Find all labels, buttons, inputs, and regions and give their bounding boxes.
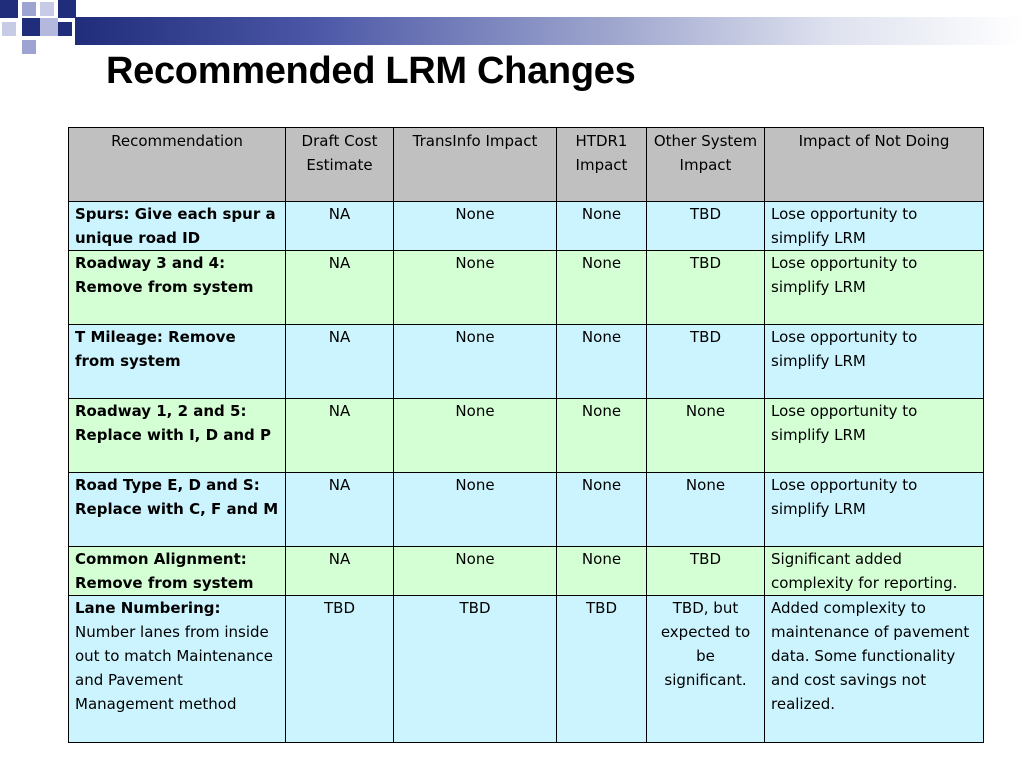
recommendation-cell (69, 202, 286, 251)
htdr1-cell: None (557, 547, 647, 596)
recommendation-text: Road Type E, D and S: Replace with C, F and M (75, 476, 279, 518)
other-system-cell: None (647, 399, 765, 473)
recommendations-table (68, 127, 984, 743)
square-decoration (40, 18, 58, 36)
transinfo-cell: None (394, 399, 557, 473)
square-decoration (58, 22, 72, 36)
transinfo-cell: None (394, 547, 557, 596)
cost-cell: NA (286, 399, 394, 473)
table-header-row (69, 128, 984, 202)
impact-not-doing-cell: Added complexity to maintenance of pavement data. Some functionality and cost savings not realized. (765, 596, 984, 743)
impact-not-doing-cell: Lose opportunity to simplify LRM (765, 473, 984, 547)
transinfo-cell: None (394, 251, 557, 325)
table-row (69, 202, 984, 251)
square-decoration (0, 0, 18, 18)
htdr1-cell: None (557, 202, 647, 251)
decorative-squares (0, 0, 80, 60)
square-decoration (22, 2, 36, 16)
square-decoration (22, 18, 40, 36)
cost-cell: NA (286, 202, 394, 251)
recommendation-text: Roadway 1, 2 and 5: Replace with I, D and P (75, 402, 272, 444)
column-header: Recommendation (69, 128, 286, 202)
transinfo-cell: TBD (394, 596, 557, 743)
impact-not-doing-cell: Lose opportunity to simplify LRM (765, 251, 984, 325)
column-header: HTDR1 Impact (557, 128, 647, 202)
table-row (69, 399, 984, 473)
transinfo-cell: None (394, 325, 557, 399)
table-row (69, 251, 984, 325)
table-row (69, 547, 984, 596)
cost-cell: TBD (286, 596, 394, 743)
square-decoration (22, 40, 36, 54)
column-header: Impact of Not Doing (765, 128, 984, 202)
table-row (69, 473, 984, 547)
slide-title: Recommended LRM Changes (106, 50, 636, 92)
recommendation-text: T Mileage: Remove from system (75, 328, 236, 370)
htdr1-cell: None (557, 473, 647, 547)
table-row (69, 596, 984, 743)
impact-not-doing-cell: Lose opportunity to simplify LRM (765, 325, 984, 399)
square-decoration (40, 2, 54, 16)
htdr1-cell: None (557, 399, 647, 473)
other-system-cell: None (647, 473, 765, 547)
htdr1-cell: None (557, 251, 647, 325)
square-decoration (58, 0, 76, 18)
recommendation-text: Common Alignment: Remove from system (75, 550, 254, 592)
cost-cell: NA (286, 547, 394, 596)
cost-cell: NA (286, 473, 394, 547)
other-system-cell: TBD (647, 202, 765, 251)
impact-not-doing-cell: Lose opportunity to simplify LRM (765, 202, 984, 251)
transinfo-cell: None (394, 202, 557, 251)
recommendation-cell (69, 473, 286, 547)
cost-cell: NA (286, 325, 394, 399)
other-system-cell: TBD (647, 547, 765, 596)
recommendation-text: Lane Numbering: (75, 599, 221, 617)
transinfo-cell: None (394, 473, 557, 547)
recommendation-cell (69, 547, 286, 596)
recommendation-text: Spurs: Give each spur a unique road ID (75, 205, 276, 247)
impact-not-doing-cell: Significant added complexity for reporting. (765, 547, 984, 596)
column-header: Other System Impact (647, 128, 765, 202)
other-system-cell: TBD (647, 325, 765, 399)
impact-not-doing-cell: Lose opportunity to simplify LRM (765, 399, 984, 473)
recommendation-cell (69, 596, 286, 743)
htdr1-cell: TBD (557, 596, 647, 743)
recommendation-cell (69, 251, 286, 325)
other-system-cell: TBD (647, 251, 765, 325)
cost-cell: NA (286, 251, 394, 325)
column-header: TransInfo Impact (394, 128, 557, 202)
gradient-band (75, 17, 1024, 45)
recommendation-cell (69, 325, 286, 399)
recommendation-detail: Number lanes from inside out to match Maintenance and Pavement Management method (75, 623, 273, 713)
other-system-cell: TBD, but expected to be significant. (647, 596, 765, 743)
recommendation-text: Roadway 3 and 4: Remove from system (75, 254, 254, 296)
column-header: Draft Cost Estimate (286, 128, 394, 202)
recommendation-cell (69, 399, 286, 473)
htdr1-cell: None (557, 325, 647, 399)
table-row (69, 325, 984, 399)
square-decoration (2, 22, 16, 36)
